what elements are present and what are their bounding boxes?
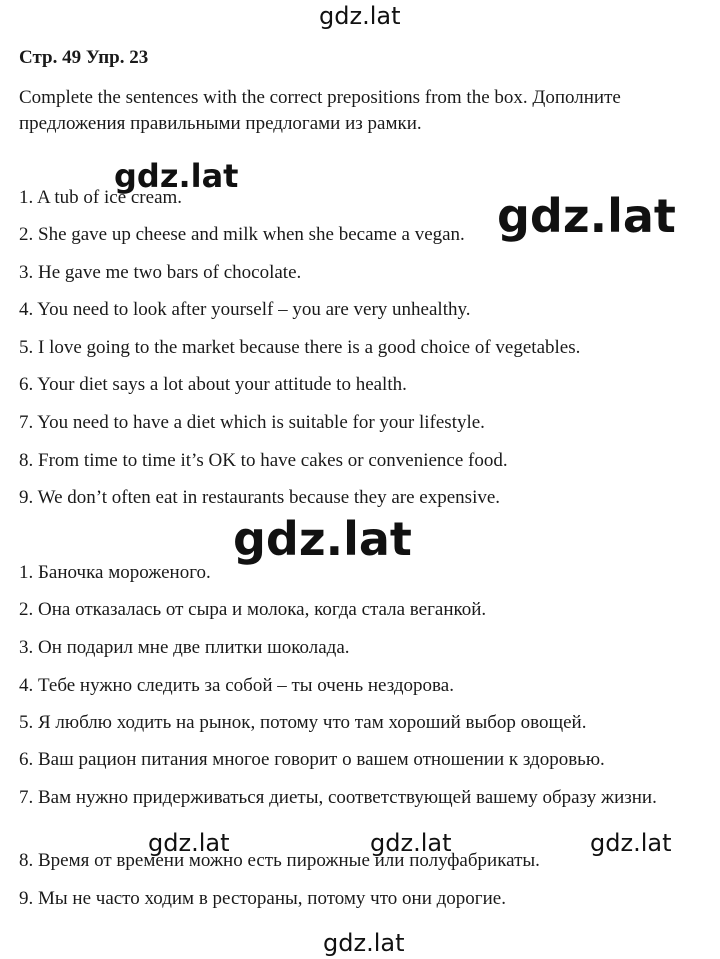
english-sentence: 5. I love going to the market because there is a good choice of vegetables. xyxy=(19,337,581,358)
russian-sentence: 1. Баночка мороженого. xyxy=(19,562,211,583)
russian-sentence: 6. Ваш рацион питания многое говорит о вашем отношении к здоровью. xyxy=(19,749,605,770)
english-sentence: 9. We don’t often eat in restaurants because they are expensive. xyxy=(19,487,501,508)
english-sentence: 6. Your diet says a lot about your attitude to health. xyxy=(19,374,407,395)
english-sentence: 3. He gave me two bars of chocolate. xyxy=(19,262,302,283)
english-sentence: 2. She gave up cheese and milk when she became a vegan. xyxy=(19,224,465,245)
russian-sentence: 7. Вам нужно придерживаться диеты, соответствующей вашему образу жизни. xyxy=(19,787,657,808)
watermark-overlay: gdz.lat xyxy=(233,512,412,566)
task-instruction: Complete the sentences with the correct prepositions from the box. Дополните предложения правильными предлогами из рамки. xyxy=(19,87,621,134)
watermark-overlay: gdz.lat xyxy=(370,829,452,857)
english-sentence: 7. You need to have a diet which is suitable for your lifestyle. xyxy=(19,412,485,433)
english-sentence: 1. A tub of ice cream. xyxy=(19,187,183,208)
russian-sentence: 5. Я люблю ходить на рынок, потому что там хороший выбор овощей. xyxy=(19,712,587,733)
russian-sentence: 3. Он подарил мне две плитки шоколада. xyxy=(19,637,350,658)
russian-sentence: 2. Она отказалась от сыра и молока, когда стала веганкой. xyxy=(19,599,487,620)
watermark-overlay: gdz.lat xyxy=(114,157,239,195)
russian-sentence: 9. Мы не часто ходим в рестораны, потому что они дорогие. xyxy=(19,888,506,909)
watermark-overlay: gdz.lat xyxy=(497,189,676,243)
watermark-bottom: gdz.lat xyxy=(323,929,405,957)
watermark-top: gdz.lat xyxy=(319,2,401,30)
watermark-overlay: gdz.lat xyxy=(590,829,672,857)
watermark-overlay: gdz.lat xyxy=(148,829,230,857)
english-sentence: 8. From time to time it’s OK to have cakes or convenience food. xyxy=(19,450,508,471)
page-heading: Стр. 49 Упр. 23 xyxy=(19,47,149,68)
english-sentence: 4. You need to look after yourself – you are very unhealthy. xyxy=(19,299,471,320)
russian-sentence: 4. Тебе нужно следить за собой – ты очень нездорова. xyxy=(19,675,454,696)
russian-sentence: 8. Время от времени можно есть пирожные или полуфабрикаты. xyxy=(19,850,540,871)
